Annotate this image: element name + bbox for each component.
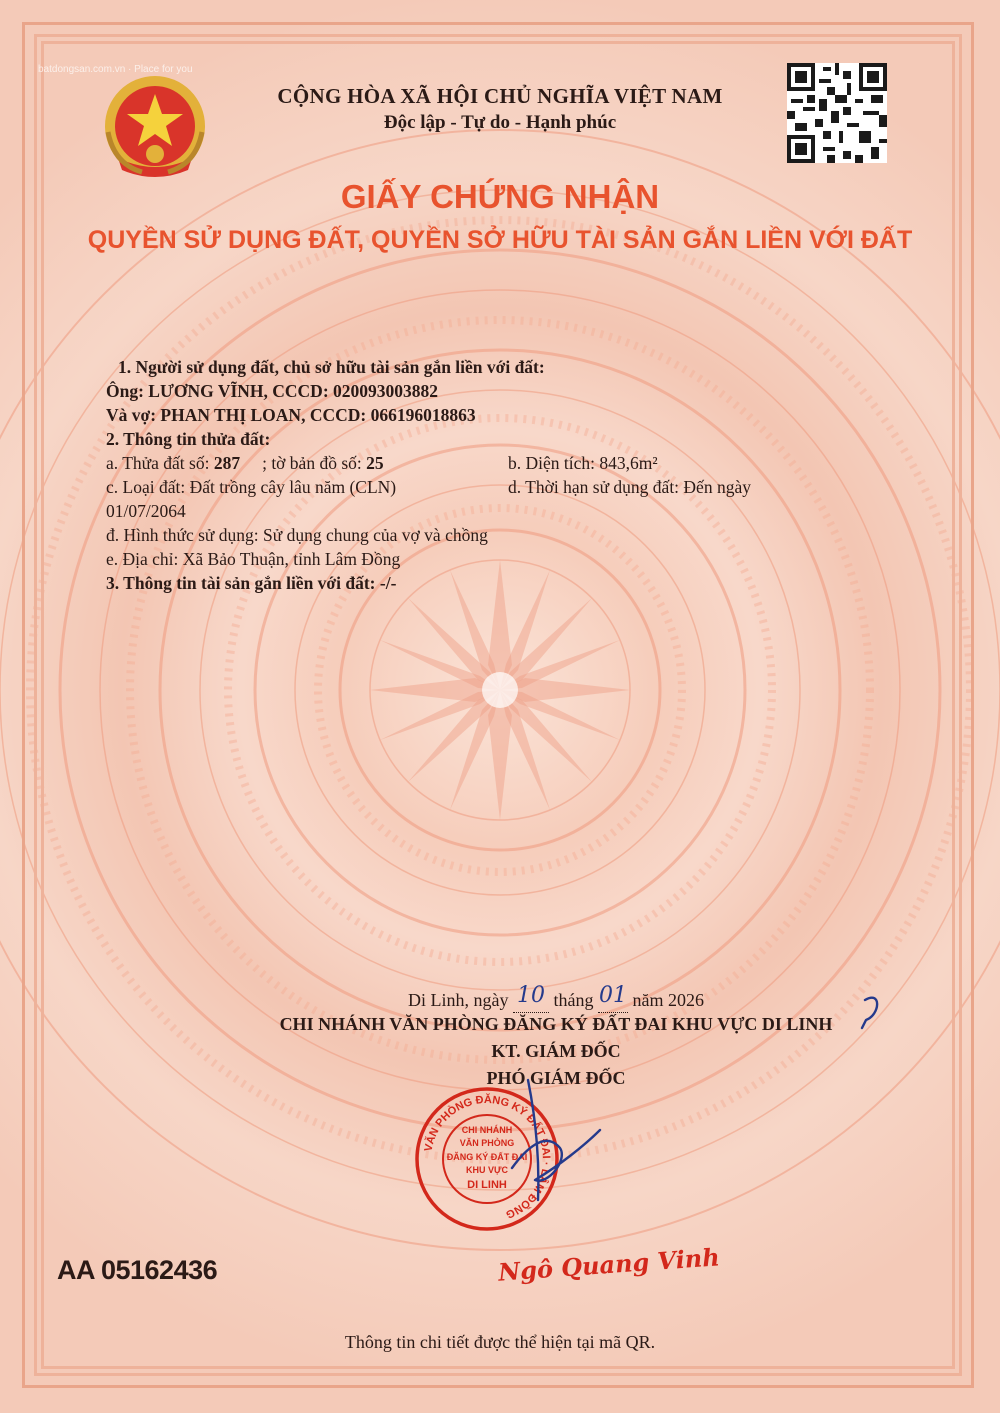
- signer-role-1: KT. GIÁM ĐỐC: [491, 1041, 621, 1061]
- signer-name: Ngô Quang Vinh: [497, 1242, 721, 1287]
- certificate-subtitle: QUYỀN SỬ DỤNG ĐẤT, QUYỀN SỞ HỮU TÀI SẢN GẮN LIỀN VỚI ĐẤT: [87, 226, 913, 254]
- stamp-ring-text: VĂN PHÒNG ĐĂNG KÝ ĐẤT ĐAI · LÂM ĐỒNG: [422, 1093, 553, 1221]
- stamp-line-4: KHU VỰC: [466, 1165, 508, 1175]
- motto-heading: Độc lập - Tự do - Hạnh phúc: [383, 112, 617, 133]
- stamp-line-2: VĂN PHÒNG: [459, 1138, 515, 1148]
- land-type: c. Loại đất: Đất trồng cây lâu năm (CLN): [106, 477, 397, 497]
- parcel-number: 287: [213, 453, 241, 473]
- serial-number: AA 05162436: [57, 1255, 218, 1285]
- usage-term: d. Thời hạn sử dụng đất: Đến ngày: [508, 477, 751, 497]
- stamp-line-3: ĐĂNG KÝ ĐẤT ĐAI: [446, 1152, 528, 1162]
- area: b. Diện tích: 843,6m²: [508, 453, 658, 473]
- place-date-prefix: Di Linh, ngày: [408, 990, 513, 1010]
- nation-heading: CỘNG HÒA XÃ HỘI CHỦ NGHĨA VIỆT NAM: [277, 84, 723, 108]
- qr-note: Thông tin chi tiết được thể hiện tại mã QR.: [344, 1332, 656, 1352]
- month-label: tháng: [549, 990, 598, 1010]
- year-label: năm 2026: [628, 990, 704, 1010]
- asset-section-heading: 3. Thông tin tài sản gắn liền với đất: -/-: [106, 573, 397, 593]
- parcel-section-heading: 2. Thông tin thửa đất:: [106, 429, 271, 449]
- map-number-label: ; tờ bản đồ số:: [262, 453, 367, 473]
- map-number: 25: [366, 453, 384, 473]
- stamp-line-1: CHI NHÁNH: [461, 1125, 513, 1135]
- parcel-address: e. Địa chỉ: Xã Bảo Thuận, tỉnh Lâm Đồng: [106, 549, 401, 569]
- owner-2: Và vợ: PHAN THỊ LOAN, CCCD: 066196018863: [106, 405, 476, 425]
- watermark-text: batdongsan.com.vn · Place for you: [38, 64, 193, 75]
- parcel-number-label: a. Thửa đất số:: [106, 453, 214, 473]
- usage-form: đ. Hình thức sử dụng: Sử dụng chung của vợ và chồng: [106, 525, 488, 545]
- owner-1: Ông: LƯƠNG VĨNH, CCCD: 020093003882: [106, 381, 439, 401]
- issuing-office: CHI NHÁNH VĂN PHÒNG ĐĂNG KÝ ĐẤT ĐAI KHU VỰC DI LINH: [279, 1014, 833, 1034]
- signer-role-2: PHÓ GIÁM ĐỐC: [486, 1068, 626, 1088]
- stamp-line-5: DI LINH: [467, 1179, 507, 1191]
- owner-section-heading: 1. Người sử dụng đất, chủ sở hữu tài sản gắn liền với đất:: [118, 357, 545, 377]
- date-day-handwritten: 10: [517, 983, 545, 1008]
- usage-term-date: 01/07/2064: [106, 501, 186, 521]
- date-month-handwritten: 01: [599, 983, 627, 1008]
- certificate-title: GIẤY CHỨNG NHẬN: [340, 178, 660, 215]
